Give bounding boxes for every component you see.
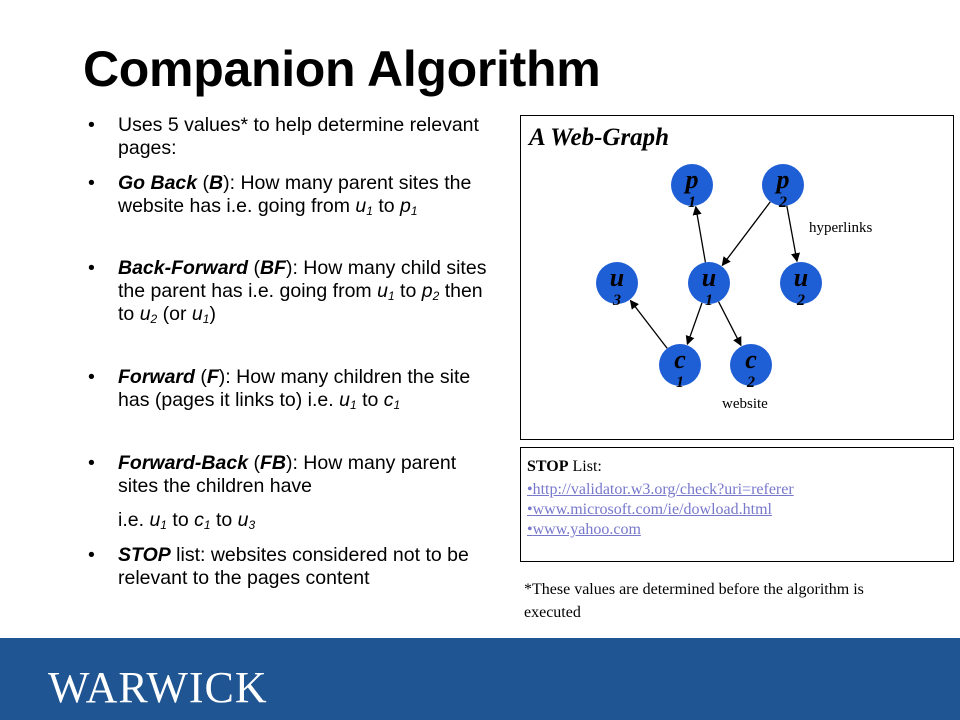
bullet-intro [88, 114, 490, 160]
go-back-text: : How many parent sites the website has i.e. going from [118, 172, 472, 217]
stop-list-link[interactable]: •www.yahoo.com [527, 521, 641, 538]
node-letter: p [776, 165, 790, 194]
node-letter: u [609, 263, 625, 292]
stop-list-link[interactable]: •http://validator.w3.org/check?uri=referer [527, 481, 794, 498]
node-u1 [688, 262, 730, 309]
node-u2 [780, 262, 822, 309]
edge-p2-u2 [787, 206, 797, 262]
edge-u1-p1 [696, 207, 706, 263]
node-subscript: 1 [705, 292, 713, 309]
web-graph-title: A Web-Graph [529, 124, 670, 151]
stop-list-title: STOP List: [527, 458, 602, 475]
node-letter: p [685, 165, 699, 194]
bullet-back-forward: • Back-Forward (BF): How many child sites the parent has i.e. going from $u_1$ to $p_2$ then to $u_2$ (or $u_1$) [88, 257, 490, 326]
edge-u1-c1 [687, 303, 702, 344]
stop-list-box [520, 447, 954, 562]
back-forward-text: : How many child sites the parent has i.e. going from [118, 257, 487, 302]
forward-back-example: i.e. [118, 509, 150, 531]
stop-term: STOP [118, 544, 171, 566]
bullet-forward-back: • Forward-Back (FB): How many parent sites the children have i.e. $u_1$ to $c_1$ to $u_3$ [88, 452, 490, 532]
warwick-logo: WARWICK [48, 663, 268, 712]
forward-term: Forward [118, 366, 195, 388]
node-letter: u [793, 263, 809, 292]
web-graph-svg [520, 115, 954, 440]
bullet-forward: • Forward (F): How many children the site has (pages it links to) i.e. $u_1$ to $c_1$ [88, 366, 490, 412]
forward-back-term: Forward-Back [118, 452, 249, 474]
node-subscript: 3 [613, 292, 621, 309]
node-letter: c [745, 345, 757, 374]
forward-back-text: : How many parent sites the children have [118, 452, 457, 497]
node-subscript: 1 [688, 194, 696, 211]
back-forward-abbr: BF [259, 257, 286, 279]
node-subscript: 2 [779, 194, 787, 211]
forward-text: : How many children the site has (pages it links to) i.e. [118, 366, 471, 411]
node-p1 [671, 164, 713, 211]
footnote: *These values are determined before the algorithm is executed [524, 581, 864, 621]
node-letter: u [701, 263, 717, 292]
edge-c1-u3 [630, 300, 667, 348]
node-c2 [730, 344, 772, 391]
edge-u1-c2 [719, 302, 741, 346]
bullet-intro-text: Uses 5 values* to help determine relevant pages: [118, 114, 479, 159]
bullet-stop [88, 544, 490, 590]
slide-title: Companion Algorithm [83, 41, 601, 97]
go-back-abbr: B [209, 172, 224, 194]
edge-p2-u1 [722, 202, 770, 266]
back-forward-term: Back-Forward [118, 257, 249, 279]
forward-back-abbr: FB [259, 452, 286, 474]
stop-list-link[interactable]: •www.microsoft.com/ie/dowload.html [527, 501, 772, 518]
graph-nodes [596, 164, 822, 391]
forward-abbr: F [206, 366, 219, 388]
website-label: website [722, 396, 768, 412]
bullet-go-back: • Go Back (B): How many parent sites the website has i.e. going from $u_1$ to $p_1$ [88, 172, 490, 218]
go-back-term: Go Back [118, 172, 198, 194]
node-subscript: 2 [797, 292, 805, 309]
node-subscript: 1 [676, 374, 684, 391]
stop-text: list: websites considered not to be relevant to the pages content [118, 544, 469, 589]
node-subscript: 2 [747, 374, 755, 391]
node-c1 [659, 344, 701, 391]
hyperlinks-label: hyperlinks [809, 220, 873, 236]
node-letter: c [674, 345, 686, 374]
